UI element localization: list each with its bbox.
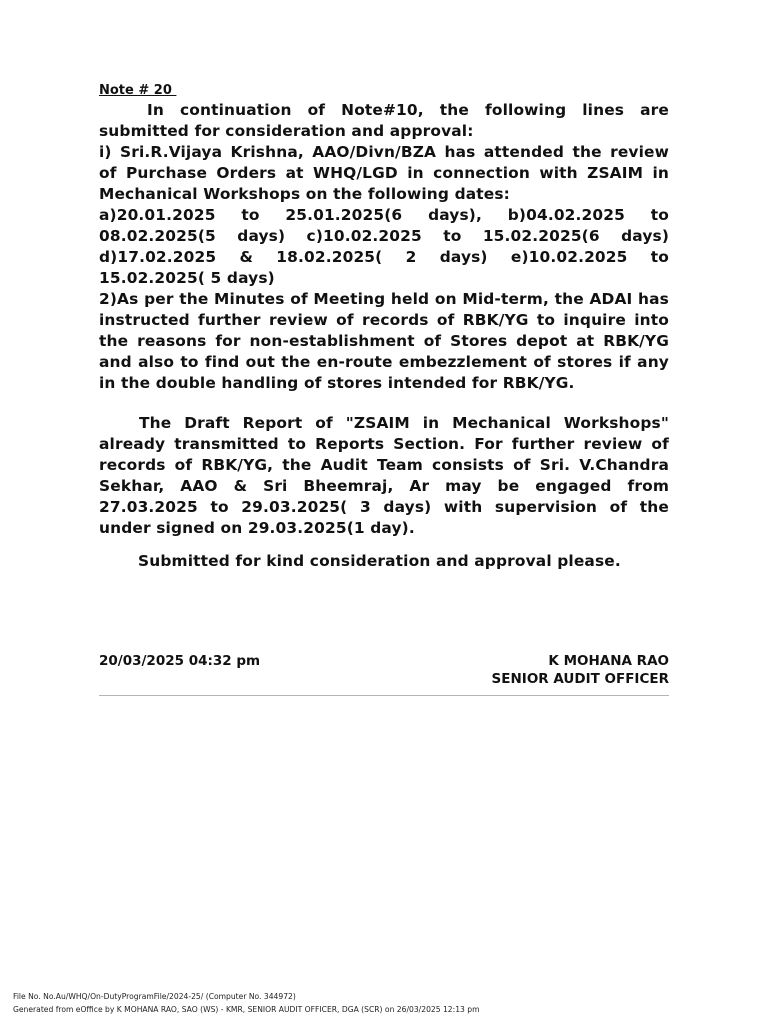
signatory-designation: SENIOR AUDIT OFFICER xyxy=(491,671,669,687)
paragraph-gap xyxy=(99,539,669,551)
page-footer xyxy=(13,990,480,1016)
note-heading: Note # 20 xyxy=(99,83,177,98)
paragraph-gap xyxy=(99,394,669,413)
file-number-line: File No. No.Au/WHQ/On-DutyProgramFile/2024-25/ (Computer No. 344972) xyxy=(13,992,296,1001)
dates-paragraph: a)20.01.2025 to 25.01.2025(6 days), b)04.02.2025 to 08.02.2025(5 days) c)10.02.2025 to 15.02.2025(6 days) d)17.02.2025 & 18.02.2025( 2 days) e)10.02.2025 to 15.02.2025( 5 days) xyxy=(99,206,669,287)
signature-block xyxy=(99,652,669,688)
signatory-name: K MOHANA RAO xyxy=(548,653,669,669)
signatory xyxy=(492,652,669,688)
closing-line: Submitted for kind consideration and approval please. xyxy=(138,552,621,570)
minutes-paragraph: 2)As per the Minutes of Meeting held on Mid-term, the ADAI has instructed further review of records of RBK/YG to inquire into the reasons for non-establishment of Stores depot at RBK/YG and also to find out the en-route embezzlement of stores if any in the double handling of stores intended for RBK/YG. xyxy=(99,290,669,392)
generated-line: Generated from eOffice by K MOHANA RAO, SAO (WS) - KMR, SENIOR AUDIT OFFICER, DGA (SCR) on 26/03/2025 12:13 pm xyxy=(13,1005,480,1014)
attendance-paragraph: i) Sri.R.Vijaya Krishna, AAO/Divn/BZA has attended the review of Purchase Orders at WHQ/LGD in connection with ZSAIM in Mechanical Workshops on the following dates: xyxy=(99,143,669,203)
divider xyxy=(99,695,669,696)
note-datetime: 20/03/2025 04:32 pm xyxy=(99,653,261,669)
note-body xyxy=(99,82,669,572)
intro-paragraph: In continuation of Note#10, the following lines are submitted for consideration and approval: xyxy=(99,101,669,140)
draft-report-paragraph: The Draft Report of "ZSAIM in Mechanical Workshops" already transmitted to Reports Section. For further review of records of RBK/YG, the Audit Team consists of Sri. V.Chandra Sekhar, AAO & Sri Bheemraj, Ar may be engaged from 27.03.2025 to 29.03.2025( 3 days) with supervision of the under signed on 29.03.2025(1 day). xyxy=(99,414,669,537)
